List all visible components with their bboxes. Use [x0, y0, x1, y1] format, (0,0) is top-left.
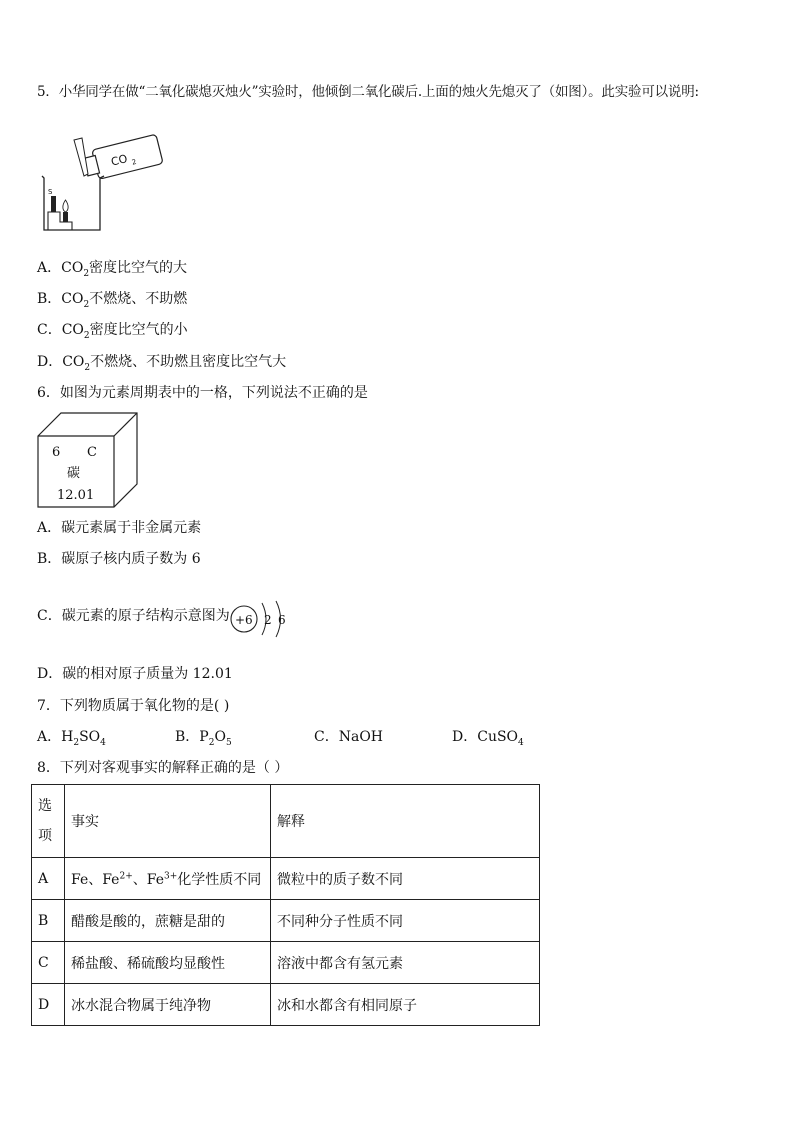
- question-5-stem: 5．小华同学在做“二氧化碳熄灭烛火”实验时，他倾倒二氧化碳后.上面的烛火先熄灭了（如图）。此实验可以说明:: [37, 84, 699, 100]
- atomic-mass: 12.01: [57, 488, 95, 503]
- atomic-number: 6: [52, 445, 61, 460]
- header-fact-cell: 事实: [65, 785, 271, 858]
- q6-option-c[interactable]: C．碳元素的原子结构示意图为: [37, 608, 230, 624]
- row-explain: 不同种分子性质不同: [271, 900, 540, 942]
- atom-structure-diagram: [229, 598, 295, 640]
- q5-option-c[interactable]: C．$CO_2$密度比空气的小: [37, 322, 188, 341]
- row-fact: 醋酸是酸的，蔗糖是甜的: [65, 900, 271, 942]
- table-header-row: [32, 785, 540, 858]
- header-explain-cell: 解释: [271, 785, 540, 858]
- co2-bottle-label-sub: 2: [131, 157, 138, 167]
- q7-option-b[interactable]: B．$P_2O_5$: [175, 729, 232, 748]
- row-option: B: [32, 900, 65, 942]
- table-row[interactable]: [32, 900, 540, 942]
- short-candle: [63, 212, 68, 222]
- row-fact: 冰水混合物属于纯净物: [65, 984, 271, 1026]
- element-symbol: C: [87, 445, 97, 460]
- table-row[interactable]: [32, 858, 540, 900]
- q6-option-d[interactable]: D．碳的相对原子质量为 12.01: [37, 666, 233, 682]
- atom-shell-2-count: 6: [278, 613, 286, 627]
- q5-option-a[interactable]: A．$CO_2$密度比空气的大: [37, 260, 188, 279]
- q5-option-d[interactable]: D．$CO_2$不燃烧、不助燃且密度比空气大: [37, 354, 287, 373]
- row-fact: 稀盐酸、稀硫酸均显酸性: [65, 942, 271, 984]
- co2-candle-figure: [38, 128, 168, 234]
- q7-option-a[interactable]: A．$H_2SO_4$: [37, 729, 106, 748]
- q6-option-b[interactable]: B．碳原子核内质子数为 6: [37, 551, 201, 567]
- q8-table: [31, 784, 540, 1026]
- element-name: 碳: [67, 466, 81, 481]
- table-row[interactable]: [32, 942, 540, 984]
- atom-nucleus: +6: [235, 613, 253, 627]
- row-fact: Fe、$Fe^{2+}$、$Fe^{3+}$化学性质不同: [65, 858, 271, 900]
- row-explain: 微粒中的质子数不同: [271, 858, 540, 900]
- candle-label: S: [48, 188, 53, 196]
- header-option-cell: 选 项: [32, 785, 65, 858]
- atom-shell-1-count: 2: [264, 613, 272, 627]
- q7-option-c[interactable]: C．NaOH: [314, 729, 384, 745]
- candle-flame: [63, 200, 68, 212]
- row-option: C: [32, 942, 65, 984]
- q5-option-b[interactable]: B．$CO_2$不燃烧、不助燃: [37, 291, 188, 310]
- question-7-stem: 7．下列物质属于氧化物的是( ): [37, 698, 230, 714]
- row-explain: 溶液中都含有氢元素: [271, 942, 540, 984]
- co2-bottle-label: CO: [109, 152, 129, 169]
- question-8-stem: 8．下列对客观事实的解释正确的是（ ）: [37, 760, 289, 776]
- question-6-stem: 6．如图为元素周期表中的一格，下列说法不正确的是: [37, 385, 368, 401]
- table-row[interactable]: [32, 984, 540, 1026]
- row-option: D: [32, 984, 65, 1026]
- q7-option-d[interactable]: D．CuSO$_4$: [452, 729, 524, 748]
- tall-candle: [51, 196, 56, 212]
- co2-bottle: [82, 134, 163, 181]
- row-option: A: [32, 858, 65, 900]
- periodic-table-cell: [37, 412, 141, 510]
- row-explain: 冰和水都含有相同原子: [271, 984, 540, 1026]
- q6-option-a[interactable]: A．碳元素属于非金属元素: [37, 520, 202, 536]
